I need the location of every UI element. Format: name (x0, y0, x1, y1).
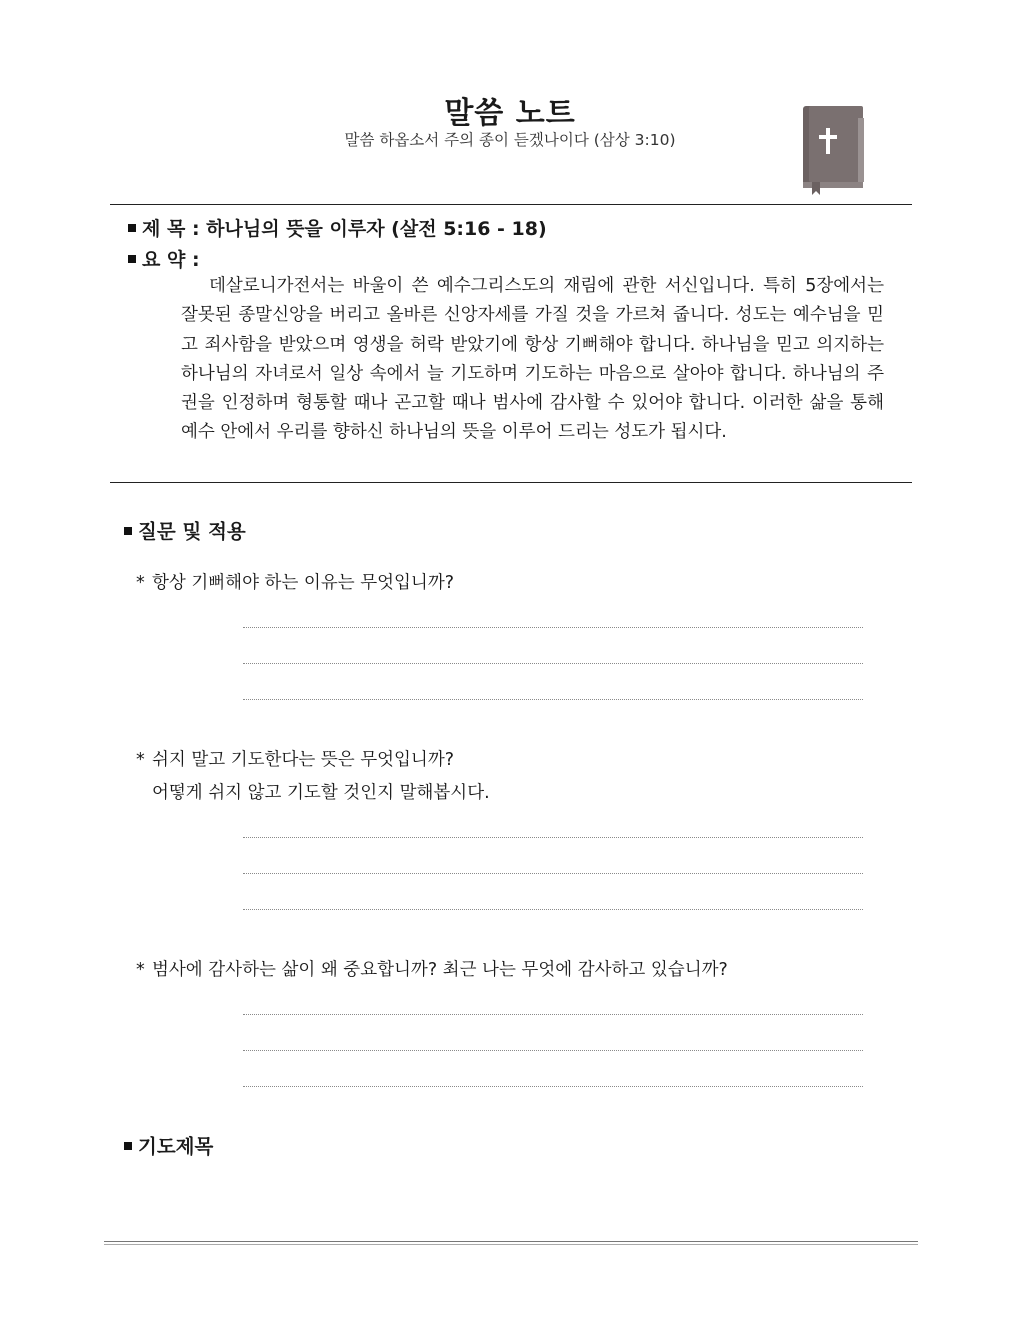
sermon-title: 제 목 : 하나님의 뜻을 이루자 (살전 5:16 - 18) (128, 214, 547, 241)
answer-line[interactable] (243, 663, 863, 664)
bible-icon (800, 104, 868, 196)
question-2: * 쉬지 말고 기도한다는 뜻은 무엇입니까? 어떻게 쉬지 않고 기도할 것인지 말해봅시다. (136, 750, 490, 803)
answer-line[interactable] (243, 627, 863, 628)
bullet-square-icon (124, 527, 132, 535)
answer-line[interactable] (243, 837, 863, 838)
bullet-square-icon (124, 1142, 132, 1150)
question-1: * 항상 기뻐해야 하는 이유는 무엇입니까? (136, 573, 455, 593)
answer-line[interactable] (243, 1086, 863, 1087)
footer-divider (104, 1241, 918, 1242)
answer-line[interactable] (243, 909, 863, 910)
footer-divider (104, 1244, 918, 1245)
answer-line[interactable] (243, 873, 863, 874)
page-subtitle: 말씀 하옵소서 주의 종이 듣겠나이다 (삼상 3:10) (344, 131, 676, 149)
middle-divider (110, 482, 912, 483)
answer-line[interactable] (243, 1014, 863, 1015)
bullet-square-icon (128, 255, 136, 263)
questions-heading: 질문 및 적용 (124, 516, 246, 544)
top-divider (110, 204, 912, 205)
page-title: 말씀 노트 (444, 96, 576, 131)
bullet-square-icon (128, 224, 136, 232)
question-3: * 범사에 감사하는 삶이 왜 중요합니까? 최근 나는 무엇에 감사하고 있습니까? (136, 960, 728, 980)
summary-label: 요 약 : (128, 245, 200, 272)
answer-line[interactable] (243, 699, 863, 700)
prayer-heading: 기도제목 (124, 1131, 213, 1159)
summary-text: 데살로니가전서는 바울이 쓴 예수그리스도의 재림에 관한 서신입니다. 특히 5장에서는 잘못된 종말신앙을 버리고 올바른 신앙자세를 가질 것을 가르쳐 줍니다. 성도는 예수님을 믿고 죄사함을 받았으며 영생을 허락 받았기에 항상 기뻐해야 합니다. 하나님을 믿고 의지하는 하나님의 자녀로서 일상 속에서 늘 기도하며 기도하는 마음으로 살아야 합니다. 하나님의 주권을 인정하며 형통할 때나 곤고할 때나 범사에 감사할 수 있어야 합니다. 이러한 삶을 통해 예수 안에서 우리를 향하신 하나님의 뜻을 이루어 드리는 성도가 됩시다. (181, 276, 884, 443)
answer-line[interactable] (243, 1050, 863, 1051)
